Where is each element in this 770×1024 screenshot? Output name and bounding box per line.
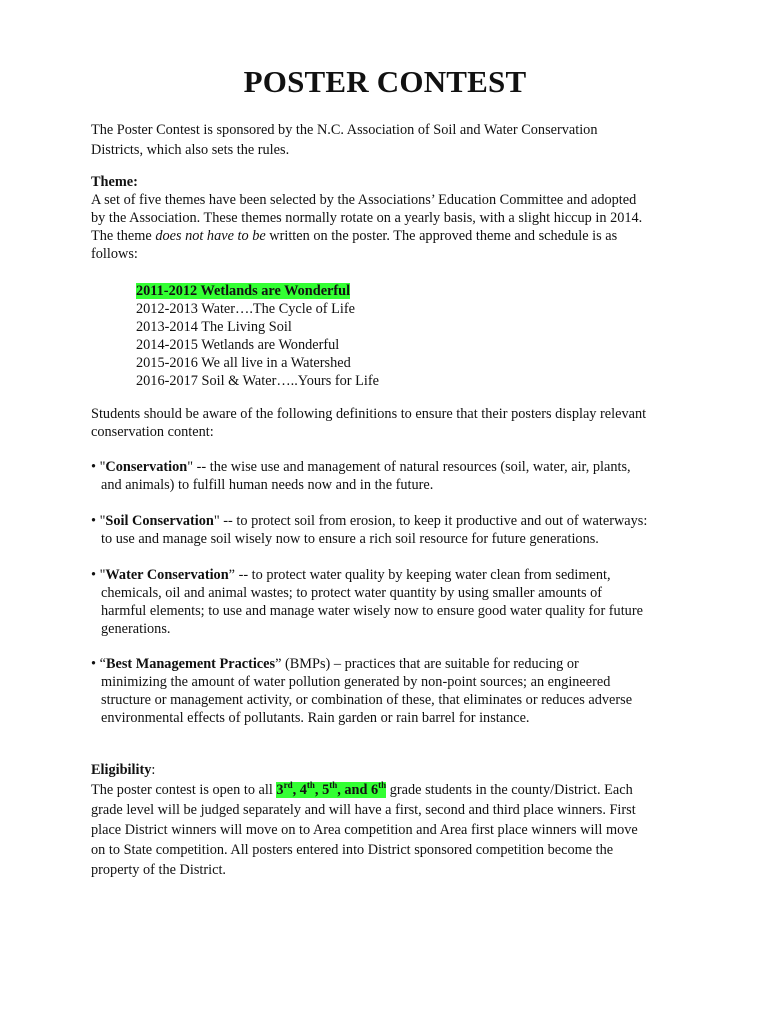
definition-term: Soil Conservation [105,513,214,529]
definition-item-conservation: • "Conservation" -- the wise use and management of natural resources (soil, water, air, plants, and animals) to fulfill human needs now and in the future. [91,459,631,493]
schedule-item [136,282,536,300]
schedule-item: 2013-2014 The Living Soil [136,319,292,335]
schedule-item: 2015-2016 We all live in a Watershed [136,355,351,371]
eligibility-line: property of the District. [91,862,226,878]
eligibility-section [91,760,691,880]
definition-term: Conservation [105,459,188,475]
theme-section [91,173,691,263]
intro-paragraph [91,120,691,160]
schedule-item: 2014-2015 Wetlands are Wonderful [136,337,340,353]
theme-emphasis: does not have to be [155,228,266,244]
definition-item-soil-conservation: • "Soil Conservation" -- to protect soil from erosion, to keep it productive and out of waterways: to use and manage soil wisely now to ensure a rich soil resource for future generations. [91,513,648,547]
theme-line: The theme does not have to be written on the poster. The approved theme and schedule is as [91,228,618,244]
eligibility-line: The poster contest is open to all 3rd, 4th, 5th, and 6th grade students in the county/District. Each [91,780,633,798]
definition-term: Water Conservation [105,567,229,583]
eligibility-heading-line: Eligibility: [91,762,156,778]
theme-heading: Theme: [91,174,138,190]
definition-item-water-conservation: • "Water Conservation” -- to protect water quality by keeping water clean from sediment, chemicals, oil and animal wastes; to protect water quantity by using smaller amounts of harmful elements; to use and manage water wisely now to ensure good water quality for future generations. [91,567,643,637]
eligibility-line: grade level will be judged separately and will have a first, second and third place winners. First [91,802,636,818]
theme-schedule-list [136,282,536,390]
definition-item-bmps: • “Best Management Practices” (BMPs) – practices that are suitable for reducing or minimizing the amount of water pollution generated by non-point sources; an engineered structure or management activity, or combination of these, that eliminates or reduces adverse environmental effects of pollutants. Rain garden or rain barrel for instance. [91,656,633,726]
eligible-grades-highlight: 3rd, 4th, 5th, and 6th [276,780,387,798]
theme-line: by the Association. These themes normally rotate on a yearly basis, with a slight hiccup in 2014. [91,210,643,226]
eligibility-line: place District winners will move on to Area competition and Area first place winners will move [91,822,638,838]
definitions-intro: Students should be aware of the following definitions to ensure that their posters display relevant conservation content: [91,406,647,440]
schedule-item-highlighted: 2011-2012 Wetlands are Wonderful [136,283,351,299]
theme-line: follows: [91,246,138,262]
theme-line: A set of five themes have been selected by the Associations’ Education Committee and adopted [91,192,637,208]
intro-line: The Poster Contest is sponsored by the N.C. Association of Soil and Water Conservation [91,122,598,138]
definition-term: Best Management Practices [105,656,276,672]
eligibility-heading: Eligibility [91,762,152,778]
schedule-item: 2016-2017 Soil & Water…..Yours for Life [136,373,379,389]
page-title: POSTER CONTEST [243,64,527,99]
schedule-item: 2012-2013 Water….The Cycle of Life [136,301,355,317]
eligibility-line: on to State competition. All posters entered into District sponsored competition become the [91,842,614,858]
intro-line: Districts, which also sets the rules. [91,142,290,158]
